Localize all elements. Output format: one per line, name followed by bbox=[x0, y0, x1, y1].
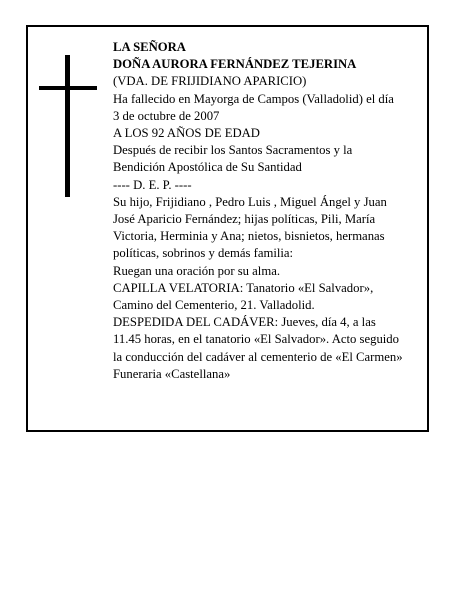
obituary-line: Después de recibir los Santos Sacramentos y la bbox=[113, 143, 353, 158]
obituary-line: 11.45 horas, en el tanatorio «El Salvador». Acto seguido bbox=[113, 332, 399, 347]
obituary-line: CAPILLA VELATORIA: Tanatorio «El Salvador», bbox=[113, 280, 374, 295]
obituary-line: LA SEÑORA bbox=[113, 40, 186, 54]
obituary-line: DOÑA AURORA FERNÁNDEZ TEJERINA bbox=[113, 57, 357, 72]
obituary-line: ---- D. E. P. ---- bbox=[113, 177, 192, 192]
cross-icon bbox=[39, 55, 97, 197]
cross-vertical-bar bbox=[65, 55, 70, 197]
obituary-line: Camino del Cementerio, 21. Valladolid. bbox=[113, 298, 315, 313]
obituary-line: Su hijo, Frijidiano , Pedro Luis , Miguel Ángel y Juan bbox=[113, 194, 387, 209]
obituary-line: políticas, sobrinos y demás familia: bbox=[113, 246, 294, 261]
obituary-line: Ha fallecido en Mayorga de Campos (Valladolid) el día bbox=[113, 91, 394, 106]
obituary-line: Bendición Apostólica de Su Santidad bbox=[113, 160, 302, 175]
obituary-line: (VDA. DE FRIJIDIANO APARICIO) bbox=[113, 74, 307, 89]
obituary-line: Ruegan una oración por su alma. bbox=[113, 263, 281, 278]
obituary-line: Victoria, Herminia y Ana; nietos, bisnietos, hermanas bbox=[113, 229, 385, 244]
obituary-line: A LOS 92 AÑOS DE EDAD bbox=[113, 126, 260, 141]
obituary-line: la conducción del cadáver al cementerio de «El Carmen» bbox=[113, 349, 403, 364]
obituary-line: José Aparicio Fernández; hijas políticas, Pili, María bbox=[113, 212, 376, 227]
obituary-line: 3 de octubre de 2007 bbox=[113, 108, 220, 123]
obituary-line: Funeraria «Castellana» bbox=[113, 366, 231, 381]
obituary-line: DESPEDIDA DEL CADÁVER: Jueves, día 4, a las bbox=[113, 315, 376, 330]
cross-horizontal-bar bbox=[39, 86, 97, 90]
obituary-text bbox=[113, 39, 428, 383]
